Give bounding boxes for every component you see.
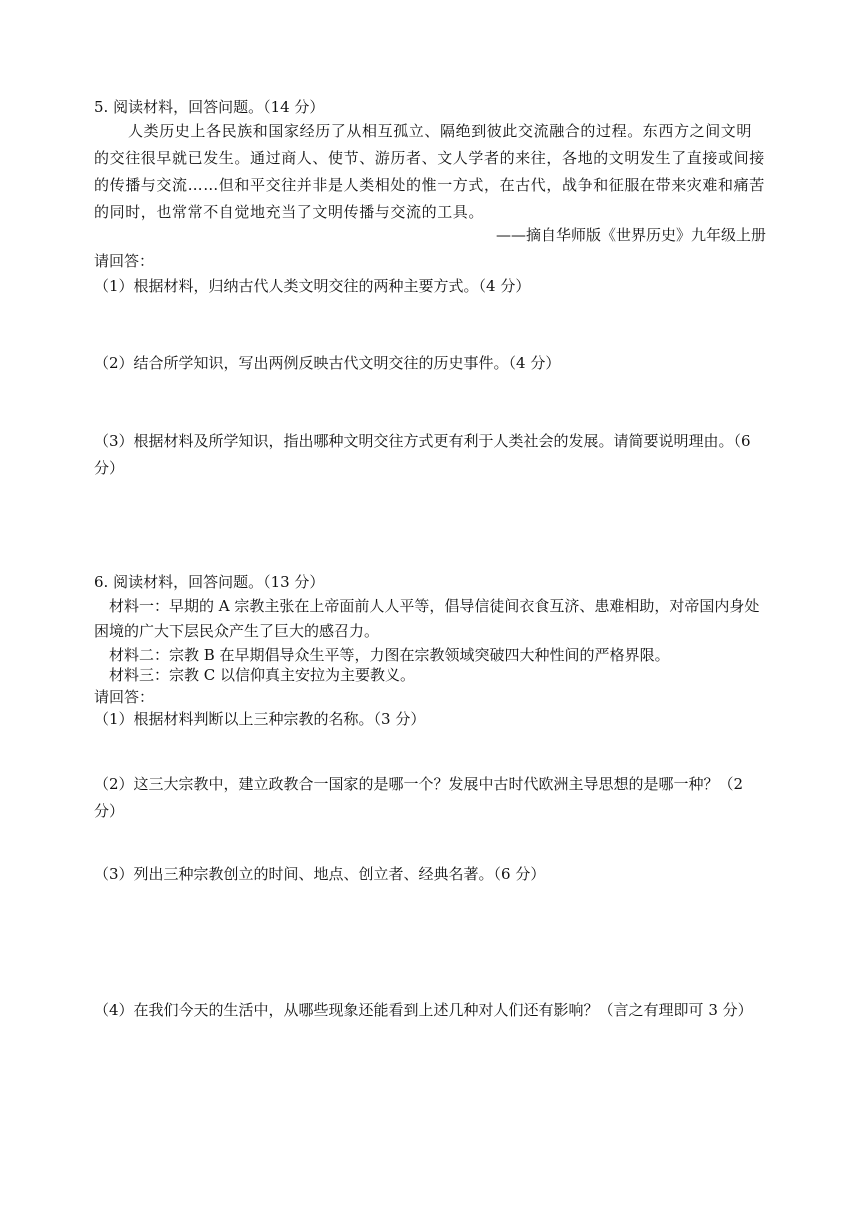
- q5-material: 人类历史上各民族和国家经历了从相互孤立、隔绝到彼此交流融合的过程。东西方之间文明的交往很早就已发生。通过商人、使节、游历者、文人学者的来往，各地的文明发生了直接或间接的传播与交流……但和平交往并非是人类相处的惟一方式，在古代，战争和征服在带来灾难和痛苦的同时，也常常不自觉地充当了文明传播与交流的工具。: [94, 122, 765, 221]
- q6-material-2: 材料二：宗教 B 在早期倡导众生平等，力图在宗教领域突破四大种性间的严格界限。: [109, 646, 670, 664]
- q6-sub1: （1）根据材料判断以上三种宗教的名称。（3 分）: [94, 710, 426, 728]
- q6-material-1: 材料一：早期的 A 宗教主张在上帝面前人人平等，倡导信徒间衣食互济、患难相助，对帝国内身处困境的广大下层民众产生了巨大的感召力。: [94, 597, 760, 640]
- q5-sub2: （2）结合所学知识，写出两例反映古代文明交往的历史事件。（4 分）: [94, 354, 561, 372]
- q5-sub3: （3）根据材料及所学知识，指出哪种文明交往方式更有利于人类社会的发展。请简要说明理由。（6 分）: [94, 432, 751, 477]
- q5-source: ——摘自华师版《世界历史》九年级上册: [495, 226, 766, 244]
- q6-sub2: （2）这三大宗教中，建立政教合一国家的是哪一个？发展中古时代欧洲主导思想的是哪一种？（2 分）: [94, 775, 744, 820]
- q6-sub4: （4）在我们今天的生活中，从哪些现象还能看到上述几种对人们还有影响？（言之有理即可 3 分）: [94, 1001, 753, 1019]
- q5-sub1: （1）根据材料，归纳古代人类文明交往的两种主要方式。（4 分）: [94, 277, 531, 295]
- q6-sub3: （3）列出三种宗教创立的时间、地点、创立者、经典名著。（6 分）: [94, 865, 546, 883]
- q6-title: 6. 阅读材料，回答问题。（13 分）: [94, 573, 325, 591]
- q5-title: 5. 阅读材料，回答问题。（14 分）: [94, 98, 325, 116]
- q6-prompt: 请回答：: [94, 688, 155, 706]
- q6-material-3: 材料三：宗教 C 以信仰真主安拉为主要教义。: [109, 666, 416, 684]
- q5-prompt: 请回答：: [94, 252, 155, 270]
